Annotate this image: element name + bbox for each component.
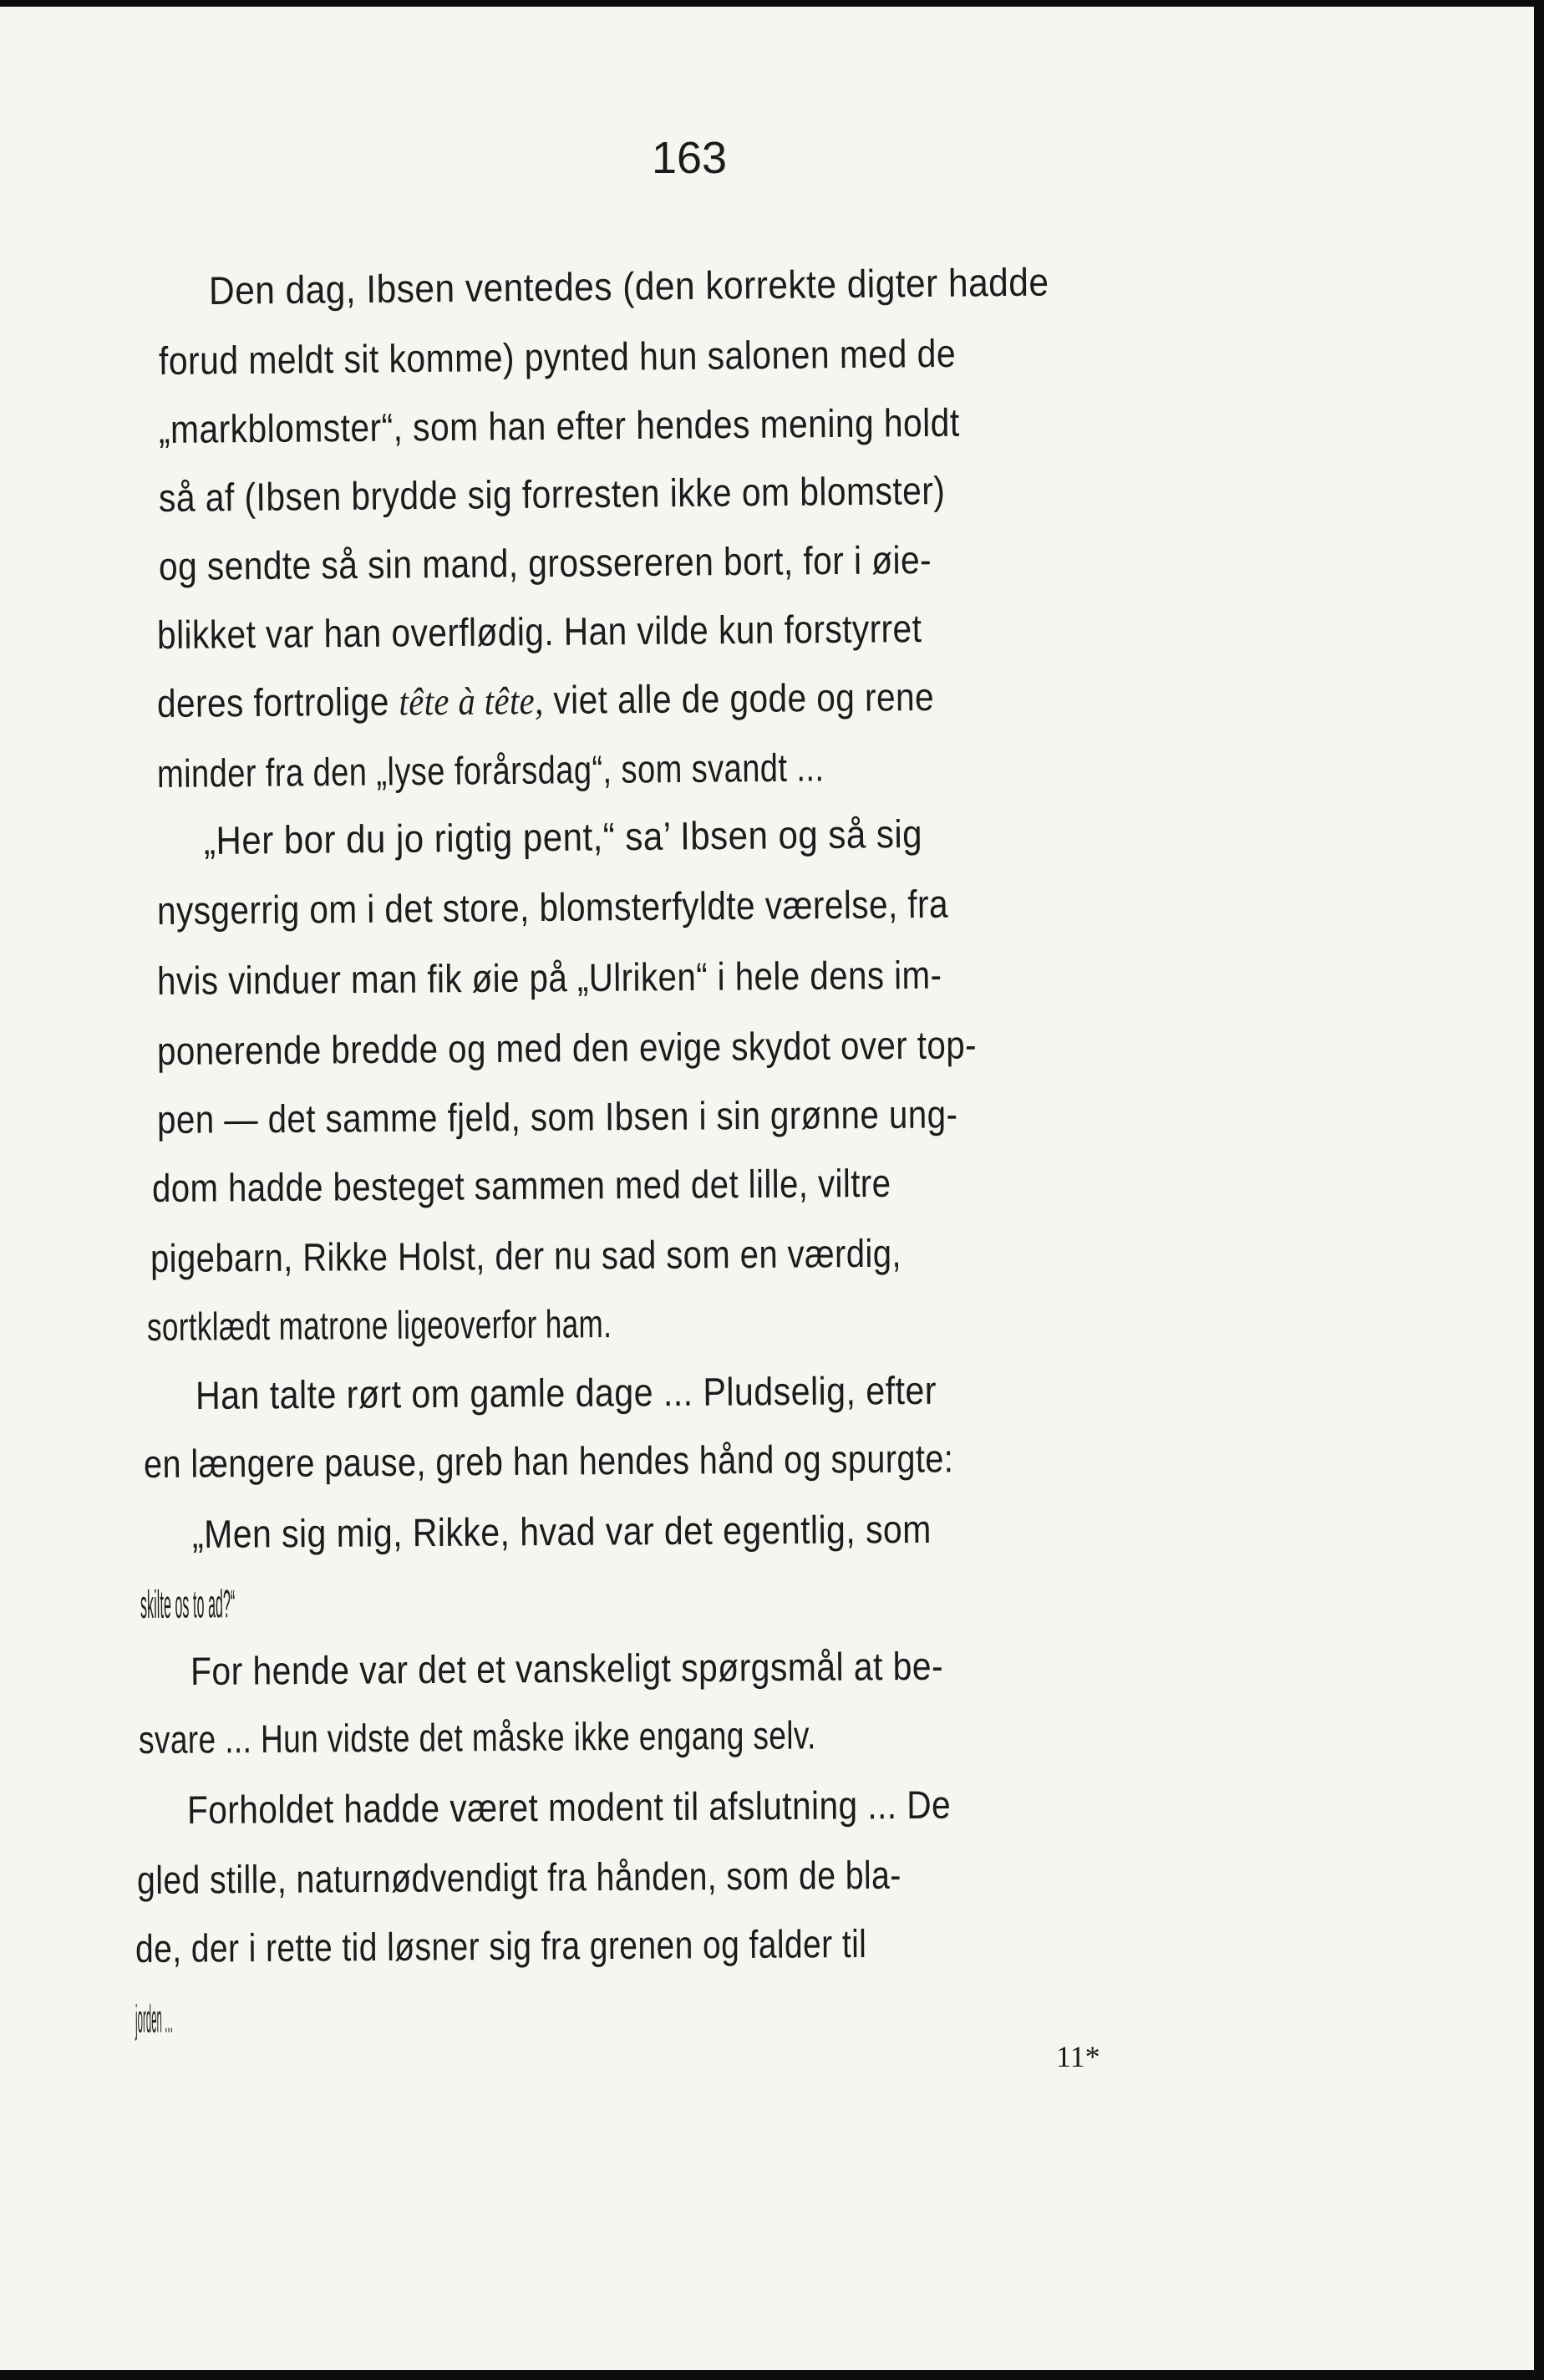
text-run: blikket var han overflødig. Han vilde kun forstyrret xyxy=(156,606,922,657)
text-line xyxy=(159,463,1354,521)
text-run: skilte os to ad?“ xyxy=(140,1581,236,1626)
text-line xyxy=(152,1157,1333,1211)
text-run: viet alle de gode og rene xyxy=(543,674,935,722)
text-run: „Men sig mig, Rikke, hvad var det egentlig, som xyxy=(191,1506,932,1556)
text-line xyxy=(159,533,1350,589)
text-run: nysgerrig om i det store, blomsterfyldte værelse, fra xyxy=(156,881,949,933)
text-line xyxy=(157,602,1348,658)
text-run: de, der i rette tid løsner sig fra grenen og falder til xyxy=(135,1920,867,1971)
text-line xyxy=(144,1432,1317,1487)
text-run: „Her bor du jo rigtig pent,“ sa’ Ibsen og så sig xyxy=(203,811,923,862)
book-page xyxy=(0,7,1534,2370)
text-run: jorden ... xyxy=(135,1996,174,2041)
text-line xyxy=(192,1503,1364,1557)
text-line xyxy=(157,740,1274,796)
text-run: gled stille, naturnødvendigt fra hånden, som de bla- xyxy=(136,1852,902,1902)
text-line xyxy=(135,1917,1297,1971)
text-line xyxy=(140,1578,608,1627)
text-run: Forholdet hadde været modent til afslutning ... De xyxy=(186,1782,952,1832)
text-line xyxy=(147,1296,1181,1350)
text-run: en længere pause, greb han hendes hånd og spurgte: xyxy=(143,1436,954,1486)
text-line xyxy=(196,1364,1369,1418)
text-line xyxy=(150,1227,1328,1281)
text-line xyxy=(137,1849,1302,1903)
text-line xyxy=(159,326,1357,384)
text-line xyxy=(157,948,1338,1004)
text-run: deres fortrolige xyxy=(156,679,399,725)
text-line xyxy=(204,806,1395,863)
text-line xyxy=(187,1778,1352,1833)
text-line xyxy=(157,877,1345,933)
page-number: 163 xyxy=(651,133,728,183)
text-run: svare ... Hun vidste det måske ikke engang selv. xyxy=(138,1712,816,1762)
signature-mark: 11* xyxy=(1056,2040,1100,2073)
text-run: sortklædt matrone ligeoverfor ham. xyxy=(146,1301,612,1349)
text-run: minder fra den „lyse forårsdag“, som svandt ... xyxy=(156,745,825,796)
text-run: hvis vinduer man fik øie på „Ulriken“ i hele dens im- xyxy=(156,952,942,1003)
text-run: dom hadde besteget sammen med det lille, viltre xyxy=(151,1160,891,1210)
text-run: For hende var det et vanskeligt spørgsmål at be- xyxy=(190,1643,944,1693)
text-run: pen — det samme fjeld, som Ibsen i sin grønne ung- xyxy=(156,1091,958,1142)
text-run: så af (Ibsen brydde sig forresten ikke om blomster) xyxy=(158,467,946,520)
text-run: Den dag, Ibsen ventedes (den korrekte digter hadde xyxy=(208,259,1049,313)
text-line xyxy=(209,255,1408,313)
text-run: pigebarn, Rikke Holst, der nu sad som en værdig, xyxy=(150,1230,902,1280)
text-line xyxy=(190,1640,1360,1694)
text-line xyxy=(135,1993,470,2042)
italic-phrase: tête à tête, xyxy=(399,679,544,725)
text-run: Han talte rørt om gamle dage ... Pludselig, efter xyxy=(195,1367,937,1417)
text-run: ponerende bredde og med den evige skydot over top- xyxy=(156,1022,978,1073)
text-run: og sendte så sin mand, grossereren bort, for i øie- xyxy=(158,537,932,588)
text-line xyxy=(157,1019,1338,1074)
text-line xyxy=(157,1088,1338,1142)
text-line xyxy=(139,1709,1238,1762)
text-run: forud meldt sit komme) pynted hun salonen med de xyxy=(158,330,957,383)
text-run: „markblomster“, som han efter hendes mening holdt xyxy=(158,399,960,451)
text-line xyxy=(159,396,1354,452)
text-line xyxy=(157,670,1347,727)
